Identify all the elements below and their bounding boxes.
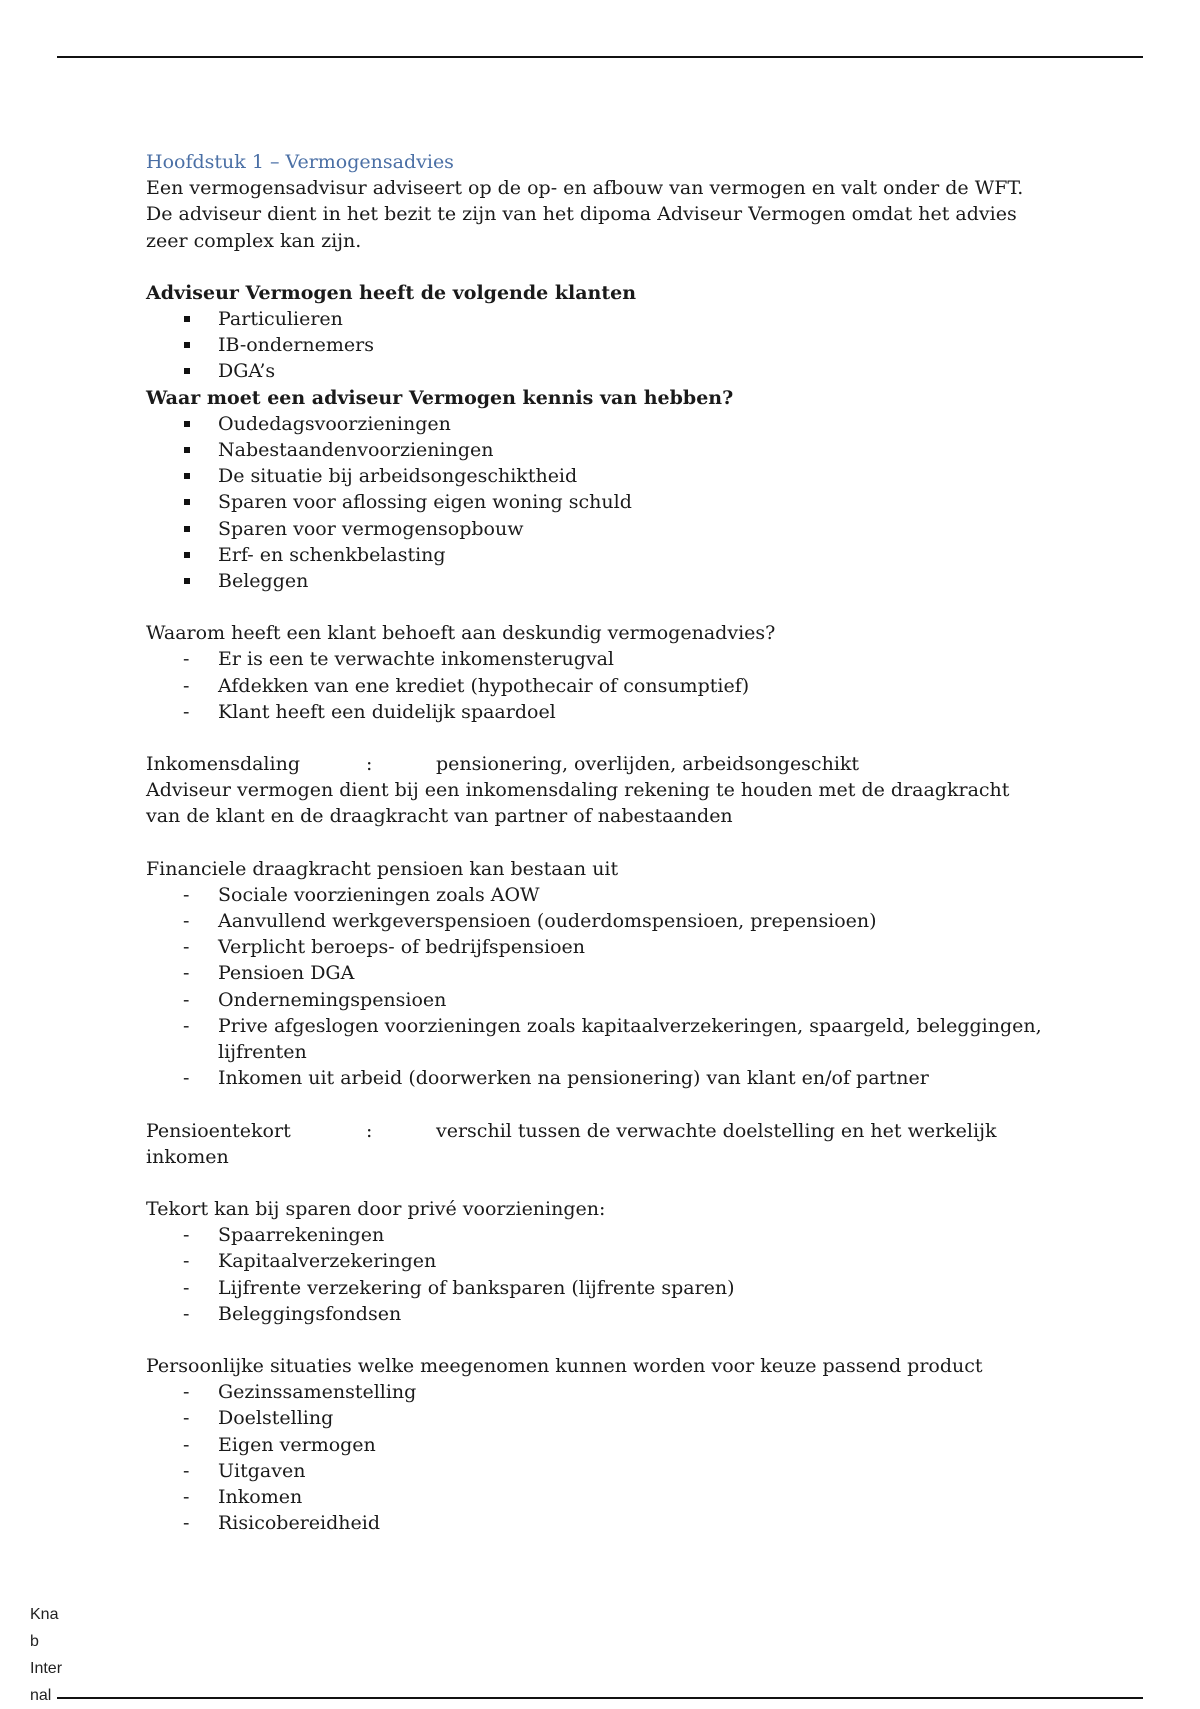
- list-item: Sparen voor vermogensopbouw: [146, 516, 1046, 542]
- chapter-title: Hoofdstuk 1 – Vermogensadvies: [146, 151, 454, 173]
- list-item: Particulieren: [146, 306, 1046, 332]
- list-item: - Pensioen DGA: [146, 960, 1046, 986]
- list-item: - Aanvullend werkgeverspensioen (ouderdomspensioen, prepensioen): [146, 908, 1046, 934]
- clients-heading: Adviseur Vermogen heeft de volgende klanten: [146, 281, 637, 304]
- definition-term: Inkomensdaling: [146, 753, 300, 776]
- list-item: - Ondernemingspensioen: [146, 987, 1046, 1013]
- need-list: [146, 646, 1046, 725]
- list-item: - Risicobereidheid: [146, 1510, 1046, 1536]
- footer-rule: [57, 1697, 1143, 1699]
- list-item: - Beleggingsfondsen: [146, 1301, 1046, 1327]
- definition-colon: :: [366, 753, 373, 776]
- shortfall-continuation: inkomen: [146, 1145, 229, 1168]
- capacity-list: [146, 882, 1046, 1092]
- list-item: - Verplicht beroeps- of bedrijfspensioen: [146, 934, 1046, 960]
- list-item: De situatie bij arbeidsongeschiktheid: [146, 463, 1046, 489]
- shortfall-definition: [146, 1118, 1046, 1144]
- list-item: - Afdekken van ene krediet (hypothecair of consumptief): [146, 673, 1046, 699]
- list-item: - Lijfrente verzekering of banksparen (lijfrente sparen): [146, 1275, 1046, 1301]
- list-item: Oudedagsvoorzieningen: [146, 411, 1046, 437]
- knowledge-list: [146, 411, 1046, 594]
- list-item: - Eigen vermogen: [146, 1432, 1046, 1458]
- classification-label: [30, 1601, 62, 1709]
- personal-list: [146, 1379, 1046, 1536]
- list-item: - Gezinssamenstelling: [146, 1379, 1046, 1405]
- list-item: - Prive afgeslogen voorzieningen zoals kapitaalverzekeringen, spaargeld, beleggingen, lijfrenten: [146, 1013, 1046, 1065]
- list-item: - Spaarrekeningen: [146, 1222, 1046, 1248]
- intro-paragraph: Een vermogensadvisur adviseert op de op- en afbouw van vermogen en valt onder de WFT. De adviseur dient in het bezit te zijn van het dipoma Adviseur Vermogen omdat het advies zeer complex kan zijn.: [146, 177, 1024, 252]
- list-item: - Klant heeft een duidelijk spaardoel: [146, 699, 1046, 725]
- list-item: DGA’s: [146, 358, 1046, 384]
- list-item: - Er is een te verwachte inkomensterugval: [146, 646, 1046, 672]
- savings-heading: Tekort kan bij sparen door privé voorzieningen:: [146, 1197, 606, 1220]
- definition-colon: :: [366, 1119, 373, 1142]
- list-item: - Uitgaven: [146, 1458, 1046, 1484]
- income-drop-definition: [146, 751, 1046, 777]
- footer-line: b: [30, 1633, 39, 1650]
- footer-line: nal: [30, 1687, 52, 1704]
- list-item: Beleggen: [146, 568, 1046, 594]
- clients-list: [146, 306, 1046, 385]
- list-item: - Doelstelling: [146, 1405, 1046, 1431]
- footer-line: Kna: [30, 1606, 59, 1623]
- knowledge-heading: Waar moet een adviseur Vermogen kennis van hebben?: [146, 386, 734, 409]
- definition-term: Pensioentekort: [146, 1119, 291, 1142]
- list-item: Erf- en schenkbelasting: [146, 542, 1046, 568]
- footer-line: Inter: [30, 1660, 63, 1677]
- list-item: - Inkomen: [146, 1484, 1046, 1510]
- income-drop-paragraph: Adviseur vermogen dient bij een inkomensdaling rekening te houden met de draagkracht van de klant en de draagkracht van partner of nabestaanden: [146, 779, 1010, 828]
- list-item: IB-ondernemers: [146, 332, 1046, 358]
- personal-heading: Persoonlijke situaties welke meegenomen kunnen worden voor keuze passend product: [146, 1354, 983, 1377]
- list-item: Nabestaandenvoorzieningen: [146, 437, 1046, 463]
- list-item: - Inkomen uit arbeid (doorwerken na pensionering) van klant en/of partner: [146, 1065, 1046, 1091]
- need-heading: Waarom heeft een klant behoeft aan deskundig vermogenadvies?: [146, 622, 776, 645]
- list-item: Sparen voor aflossing eigen woning schuld: [146, 489, 1046, 515]
- savings-list: [146, 1222, 1046, 1327]
- capacity-heading: Financiele draagkracht pensioen kan bestaan uit: [146, 857, 619, 880]
- list-item: - Sociale voorzieningen zoals AOW: [146, 882, 1046, 908]
- document-body: [146, 149, 1046, 1536]
- list-item: - Kapitaalverzekeringen: [146, 1248, 1046, 1274]
- definition-value: verschil tussen de verwachte doelstelling en het werkelijk: [436, 1119, 997, 1142]
- definition-value: pensionering, overlijden, arbeidsongeschikt: [436, 753, 860, 776]
- header-rule: [57, 56, 1143, 58]
